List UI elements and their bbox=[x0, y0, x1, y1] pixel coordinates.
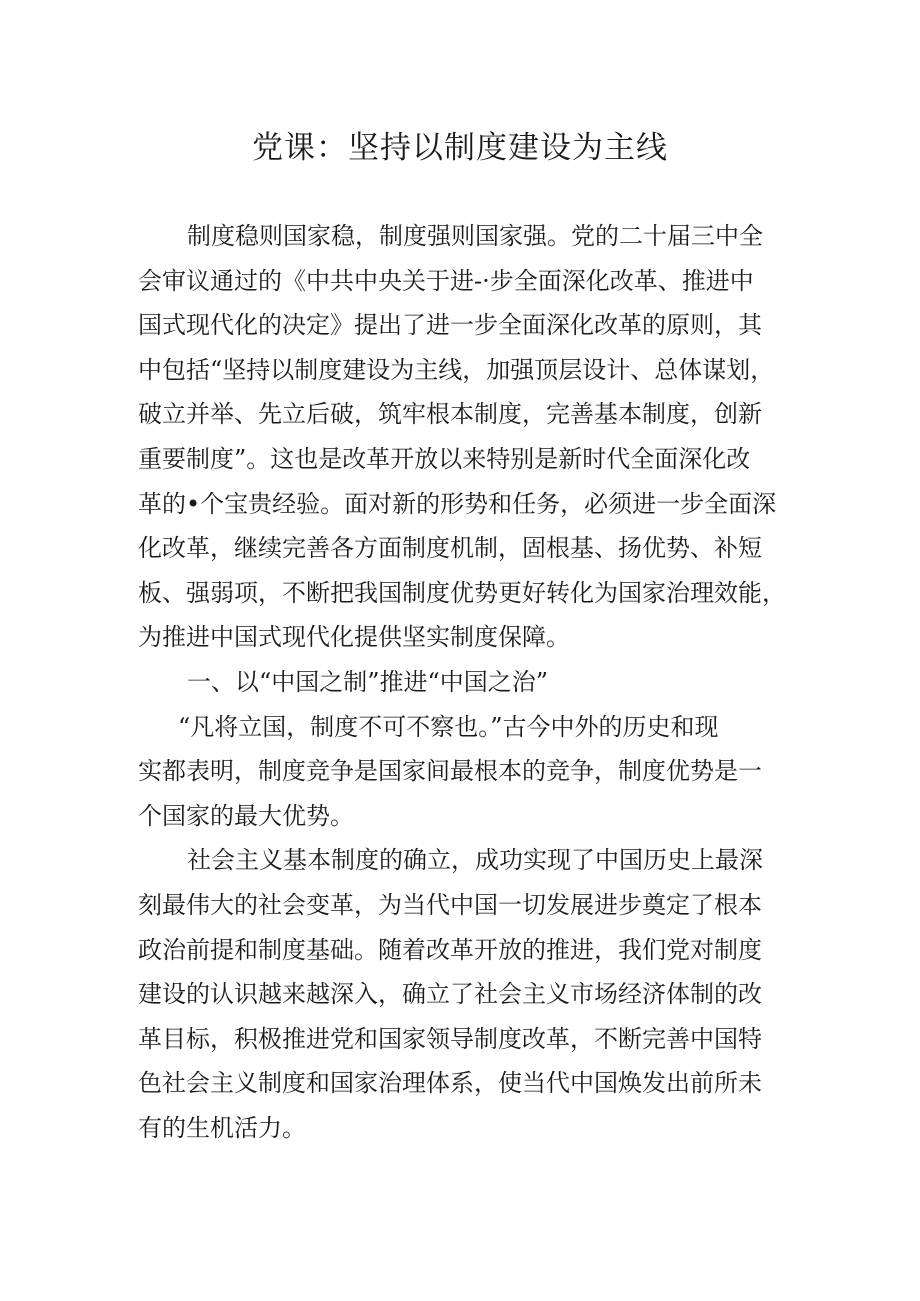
text-line: 化改革，继续完善各方面制度机制，固根基、扬优势、补短 bbox=[138, 534, 762, 563]
text-line: 破立并举、先立后破，筑牢根本制度，完善基本制度，创新 bbox=[138, 400, 762, 429]
paragraph-intro bbox=[138, 214, 792, 660]
text-line: 有的生机活力。 bbox=[138, 1113, 306, 1142]
text-line: 国式现代化的决定》提出了进一步全面深化改革的原则，其 bbox=[138, 311, 762, 340]
text-line: 革目标，积极推进党和国家领导制度改革，不断完善中国特 bbox=[138, 1024, 762, 1053]
text-line: 刻最伟大的社会变革，为当代中国一切发展进步奠定了根本 bbox=[138, 890, 762, 919]
paragraph-socialism bbox=[138, 838, 792, 1150]
text-line: 会审议通过的《中共中央关于进-·步全面深化改革、推进中 bbox=[138, 266, 754, 295]
text-line: 中包括“坚持以制度建设为主线，加强顶层设计、总体谋划， bbox=[138, 355, 775, 384]
text-line: 板、强弱项，不断把我国制度优势更好转化为国家治理效能， bbox=[138, 578, 786, 607]
document-body bbox=[138, 214, 792, 1150]
text-line: 色社会主义制度和国家治理体系，使当代中国焕发出前所未 bbox=[138, 1069, 762, 1098]
text-line: “凡将立国，制度不可不察也。”古今中外的历史和现 bbox=[178, 712, 719, 741]
text-line: 制度稳则国家稳，制度强则国家强。党的二十届三中全 bbox=[187, 222, 763, 250]
text-line: 社会主义基本制度的确立，成功实现了中国历史上最深 bbox=[187, 846, 763, 875]
document-title: 党课：坚持以制度建设为主线 bbox=[252, 130, 668, 166]
text-line: 建设的认识越来越深入，确立了社会主义市场经济体制的改 bbox=[138, 980, 762, 1009]
text-line: 为推进中国式现代化提供坚实制度保障。 bbox=[138, 623, 570, 652]
section-heading bbox=[138, 660, 792, 705]
text-line: 个国家的最大优势。 bbox=[138, 801, 354, 830]
text-line: 实都表明，制度竞争是国家间最根本的竞争，制度优势是一 bbox=[138, 757, 762, 786]
text-line: 政治前提和制度基础。随着改革开放的推进，我们党对制度 bbox=[138, 935, 762, 964]
paragraph-quote bbox=[138, 705, 792, 839]
section-heading-text: 一、以“中国之制”推进“中国之治” bbox=[187, 667, 549, 696]
text-line: 重要制度”。这也是改革开放以来特别是新时代全面深化改 bbox=[138, 444, 751, 473]
text-line: 革的•个宝贵经验。面对新的形势和任务，必须进一步全面深 bbox=[138, 489, 777, 518]
